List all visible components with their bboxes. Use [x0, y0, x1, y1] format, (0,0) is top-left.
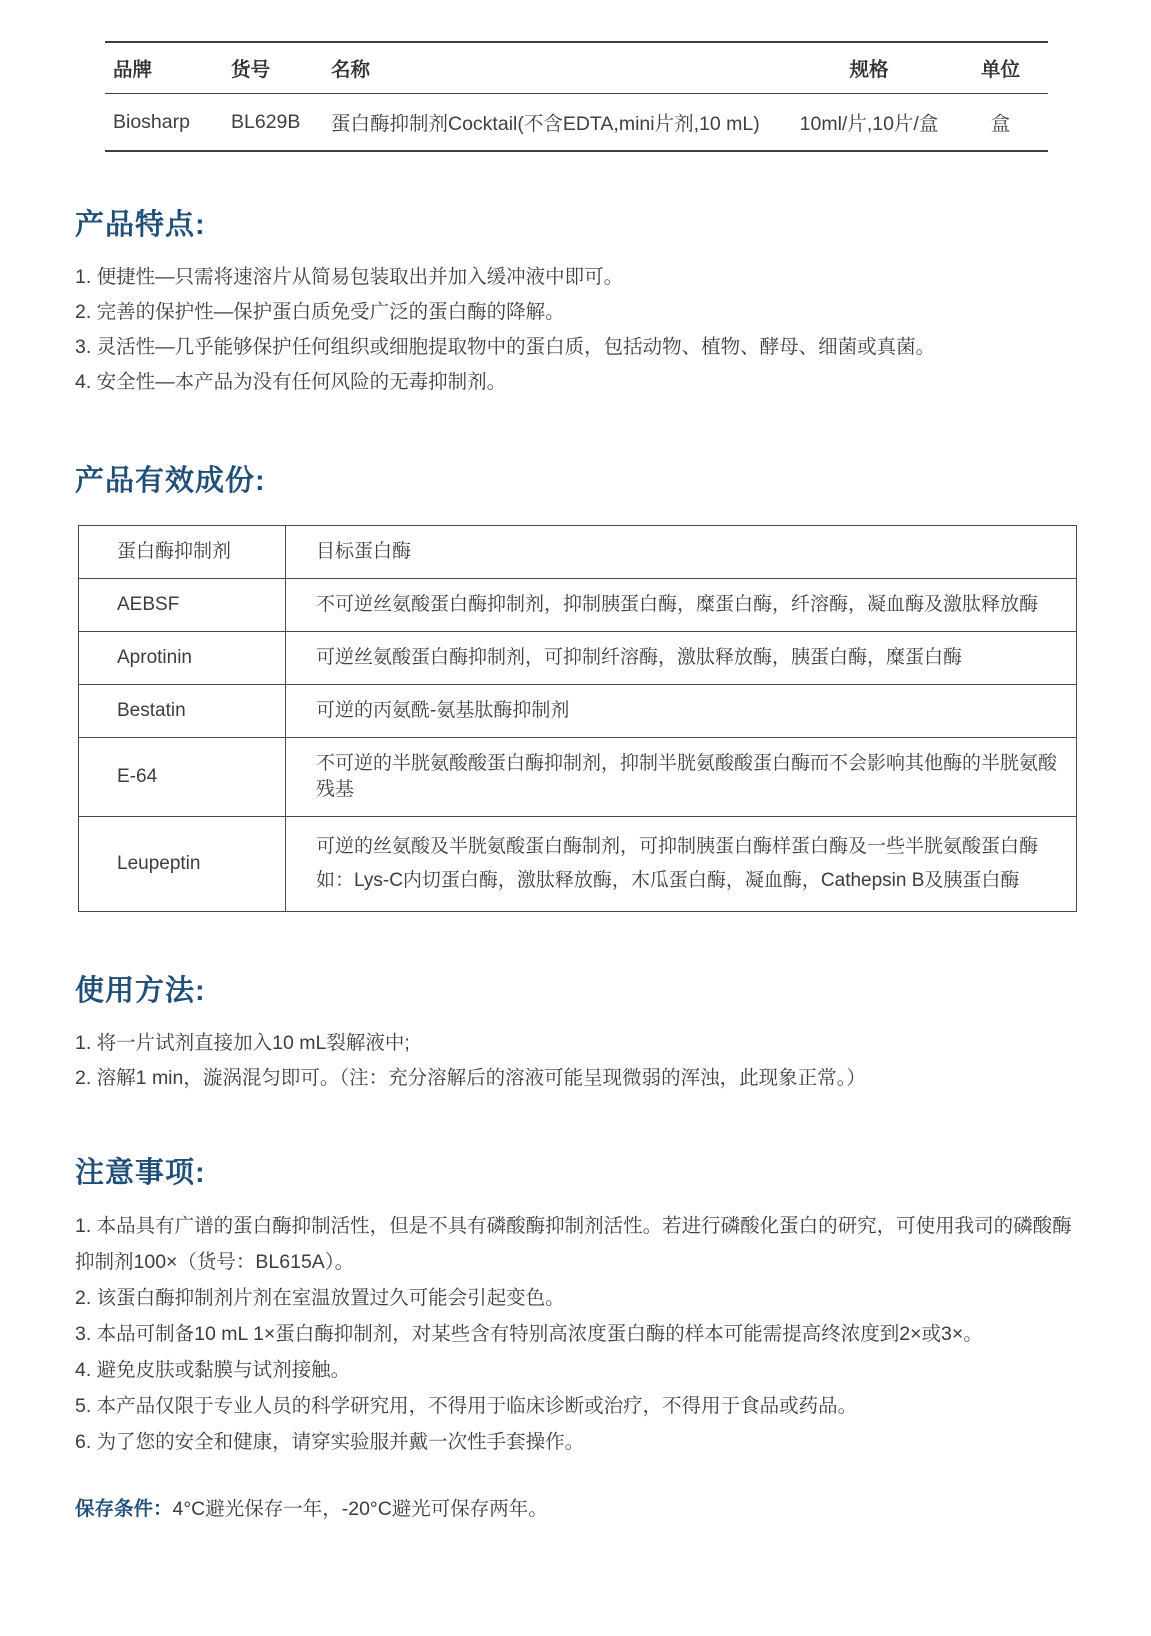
feature-item: 4. 安全性—本产品为没有任何风险的无毒抑制剂。 [75, 371, 507, 393]
product-unit: 盒 [953, 94, 1048, 152]
storage-label: 保存条件： [75, 1498, 173, 1520]
ingredient-name: Aprotinin [79, 632, 286, 685]
ingredient-desc-line2: 如：Lys-C内切蛋白酶，激肽释放酶，木瓜蛋白酶，凝血酶，Cathepsin B及胰蛋白酶 [316, 870, 1020, 891]
header-catalog: 货号 [223, 42, 323, 94]
ingredients-title: 产品有效成份: [75, 465, 266, 497]
table-row [79, 579, 1077, 632]
ingredients-header-col1: 蛋白酶抑制剂 [79, 526, 286, 579]
ingredient-desc: 不可逆的半胱氨酸酸蛋白酶抑制剂，抑制半胱氨酸酸蛋白酶而不会影响其他酶的半胱氨酸残基 [286, 738, 1077, 817]
features-title: 产品特点: [75, 209, 206, 241]
section-notes [75, 1150, 1077, 1460]
product-spec: 10ml/片,10片/盒 [785, 94, 953, 152]
usage-item: 1. 将一片试剂直接加入10 mL裂解液中; [75, 1032, 410, 1054]
ingredients-header-col2: 目标蛋白酶 [286, 526, 1077, 579]
ingredient-desc-line1: 可逆的丝氨酸及半胱氨酸蛋白酶制剂，可抑制胰蛋白酶样蛋白酶及一些半胱氨酸蛋白酶 [316, 836, 1039, 857]
note-item: 1. 本品具有广谱的蛋白酶抑制活性，但是不具有磷酸酶抑制剂活性。若进行磷酸化蛋白的研究，可使用我司的磷酸酶抑制剂100×（货号：BL615A）。 [75, 1215, 1072, 1273]
ingredient-name: AEBSF [79, 579, 286, 632]
product-info-header-row [105, 42, 1048, 94]
note-item: 6. 为了您的安全和健康，请穿实验服并戴一次性手套操作。 [75, 1431, 585, 1453]
product-catalog: BL629B [223, 94, 323, 152]
product-name: 蛋白酶抑制剂Cocktail(不含EDTA,mini片剂,10 mL) [323, 94, 785, 152]
header-brand: 品牌 [105, 42, 223, 94]
storage-conditions [75, 1492, 1077, 1526]
note-item: 5. 本产品仅限于专业人员的科学研究用，不得用于临床诊断或治疗，不得用于食品或药品。 [75, 1395, 858, 1417]
section-features [75, 202, 1077, 400]
ingredient-desc: 可逆丝氨酸蛋白酶抑制剂，可抑制纤溶酶，激肽释放酶，胰蛋白酶，糜蛋白酶 [286, 632, 1077, 685]
product-info-table [105, 41, 1048, 152]
ingredient-name: Bestatin [79, 685, 286, 738]
feature-item: 1. 便捷性—只需将速溶片从简易包装取出并加入缓冲液中即可。 [75, 266, 624, 288]
note-item: 4. 避免皮肤或黏膜与试剂接触。 [75, 1359, 351, 1381]
ingredient-desc: 可逆的丙氨酰-氨基肽酶抑制剂 [286, 685, 1077, 738]
header-unit: 单位 [953, 42, 1048, 94]
product-info-row [105, 94, 1048, 152]
note-item: 3. 本品可制备10 mL 1×蛋白酶抑制剂，对某些含有特别高浓度蛋白酶的样本可能需提高终浓度到2×或3×。 [75, 1323, 983, 1345]
usage-title: 使用方法: [75, 975, 206, 1007]
table-row [79, 738, 1077, 817]
usage-item: 2. 溶解1 min，漩涡混匀即可。（注：充分溶解后的溶液可能呈现微弱的浑浊，此现象正常。） [75, 1067, 866, 1089]
feature-item: 2. 完善的保护性—保护蛋白质免受广泛的蛋白酶的降解。 [75, 301, 565, 323]
ingredient-desc [286, 817, 1077, 912]
usage-list [75, 1026, 1077, 1096]
header-spec: 规格 [785, 42, 953, 94]
ingredients-header-row [79, 526, 1077, 579]
section-usage [75, 968, 1077, 1096]
ingredient-name: Leupeptin [79, 817, 286, 912]
section-ingredients [75, 458, 1077, 912]
table-row [79, 685, 1077, 738]
table-row [79, 817, 1077, 912]
notes-list [75, 1208, 1077, 1460]
note-item: 2. 该蛋白酶抑制剂片剂在室温放置过久可能会引起变色。 [75, 1287, 565, 1309]
feature-item: 3. 灵活性—几乎能够保护任何组织或细胞提取物中的蛋白质，包括动物、植物、酵母、细菌或真菌。 [75, 336, 936, 358]
storage-text: 4°C避光保存一年，-20°C避光可保存两年。 [172, 1498, 548, 1520]
features-list [75, 260, 1077, 400]
ingredients-table [78, 525, 1077, 912]
ingredient-name: E-64 [79, 738, 286, 817]
header-name: 名称 [323, 42, 785, 94]
ingredient-desc: 不可逆丝氨酸蛋白酶抑制剂，抑制胰蛋白酶，糜蛋白酶，纤溶酶，凝血酶及激肽释放酶 [286, 579, 1077, 632]
table-row [79, 632, 1077, 685]
product-brand: Biosharp [105, 94, 223, 152]
notes-title: 注意事项: [75, 1157, 206, 1189]
